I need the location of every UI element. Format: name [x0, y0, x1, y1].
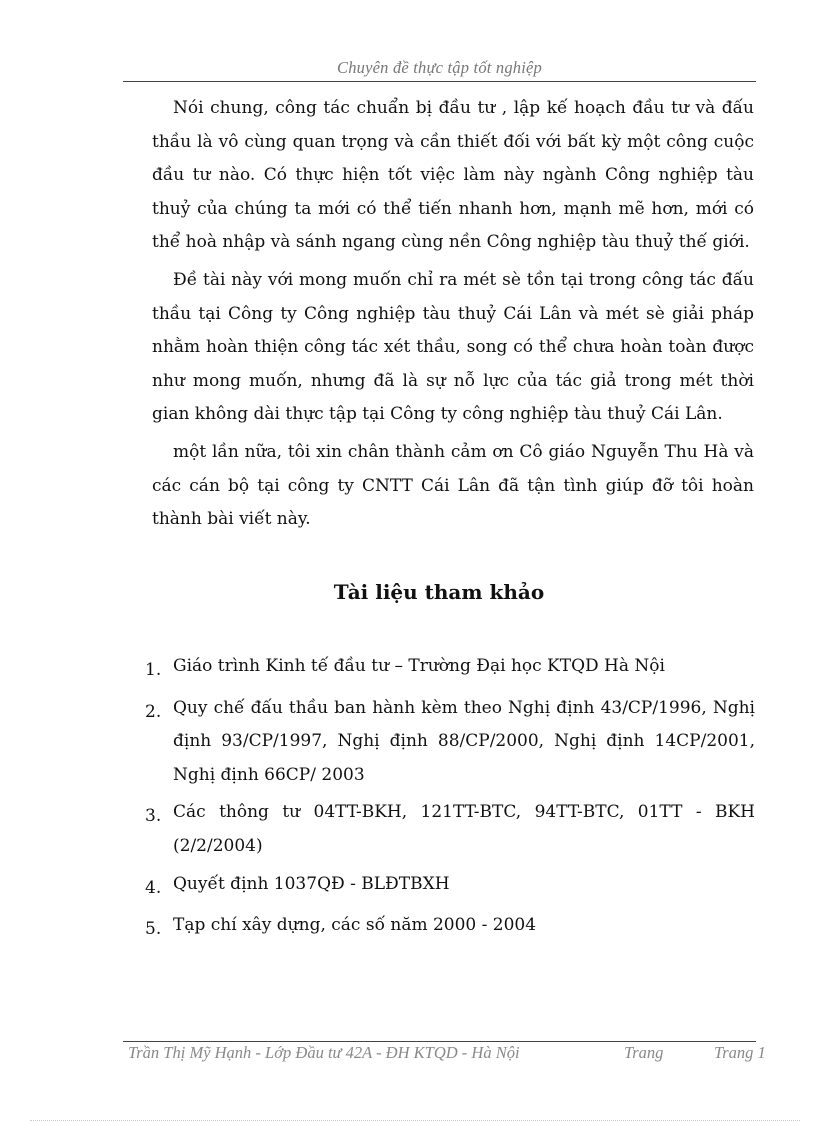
reference-number: 1.: [145, 660, 162, 680]
page-footer: [128, 1043, 778, 1069]
reference-item: [145, 650, 755, 688]
footer-divider: [123, 1041, 756, 1042]
reference-item: [145, 796, 755, 863]
reference-number: 2.: [145, 701, 162, 722]
reference-item: [145, 692, 755, 793]
reference-item: [145, 909, 755, 947]
reference-number: 5.: [145, 919, 162, 940]
footer-author: Trần Thị Mỹ Hạnh - Lớp Đầu tư 42A - ĐH KTQD - Hà Nội: [128, 1043, 520, 1062]
reference-number: 3.: [145, 806, 162, 827]
reference-text: Giáo trình Kinh tế đầu tư – Trường Đại học KTQD Hà Nội: [173, 656, 665, 676]
paragraph: Đề tài này với mong muốn chỉ ra mét sè tồn tại trong công tác đấu thầu tại Công ty Công nghiệp tàu thuỷ Cái Lân và mét sè giải pháp nhằm hoàn thiện công tác xét thầu, song có thể chưa hoàn toàn được như mong muốn, nhưng đã là sự nỗ lực của tác giả trong mét thời gian không dài thực tập tại Công ty công nghiệp tàu thuỷ Cái Lân.: [152, 269, 754, 425]
reference-item: [145, 868, 755, 906]
page-header-title: Chuyên đề thực tập tốt nghiệp: [337, 58, 542, 77]
footer-page-label: Trang: [624, 1043, 664, 1062]
references-list: [145, 650, 755, 951]
reference-text: Các thông tư 04TT-BKH, 121TT-BTC, 94TT-BTC, 01TT - BKH (2/2/2004): [173, 802, 755, 856]
page-bottom-edge: [30, 1120, 800, 1121]
reference-text: Tạp chí xây dựng, các số năm 2000 - 2004: [173, 915, 537, 936]
reference-text: Quyết định 1037QĐ - BLĐTBXH: [173, 873, 450, 894]
paragraph: một lần nữa, tôi xin chân thành cảm ơn Cô giáo Nguyễn Thu Hà và các cán bộ tại công ty CNTT Cái Lân đã tận tình giúp đỡ tôi hoàn thành bài viết này.: [152, 441, 754, 530]
reference-number: 4.: [145, 877, 162, 898]
body-text: [152, 92, 754, 541]
references-heading: Tài liệu tham khảo: [333, 580, 545, 604]
paragraph: Nói chung, công tác chuẩn bị đầu tư , lập kế hoạch đầu tư và đấu thầu là vô cùng quan trọng và cần thiết đối với bất kỳ một công cuộc đầu tư nào. Có thực hiện tốt việc làm này ngành Công nghiệp tàu thuỷ của chúng ta mới có thể tiến nhanh hơn, mạnh mẽ hơn, mới có thể hoà nhập và sánh ngang cùng nền Công nghiệp tàu thuỷ thế giới.: [152, 98, 754, 253]
reference-text: Quy chế đấu thầu ban hành kèm theo Nghị định 43/CP/1996, Nghị định 93/CP/1997, Nghị định 88/CP/2000, Nghị định 14CP/2001, Nghị định 66CP/ 2003: [173, 697, 755, 785]
footer-page-number: Trang 1: [714, 1043, 766, 1062]
header-divider: [123, 81, 756, 82]
